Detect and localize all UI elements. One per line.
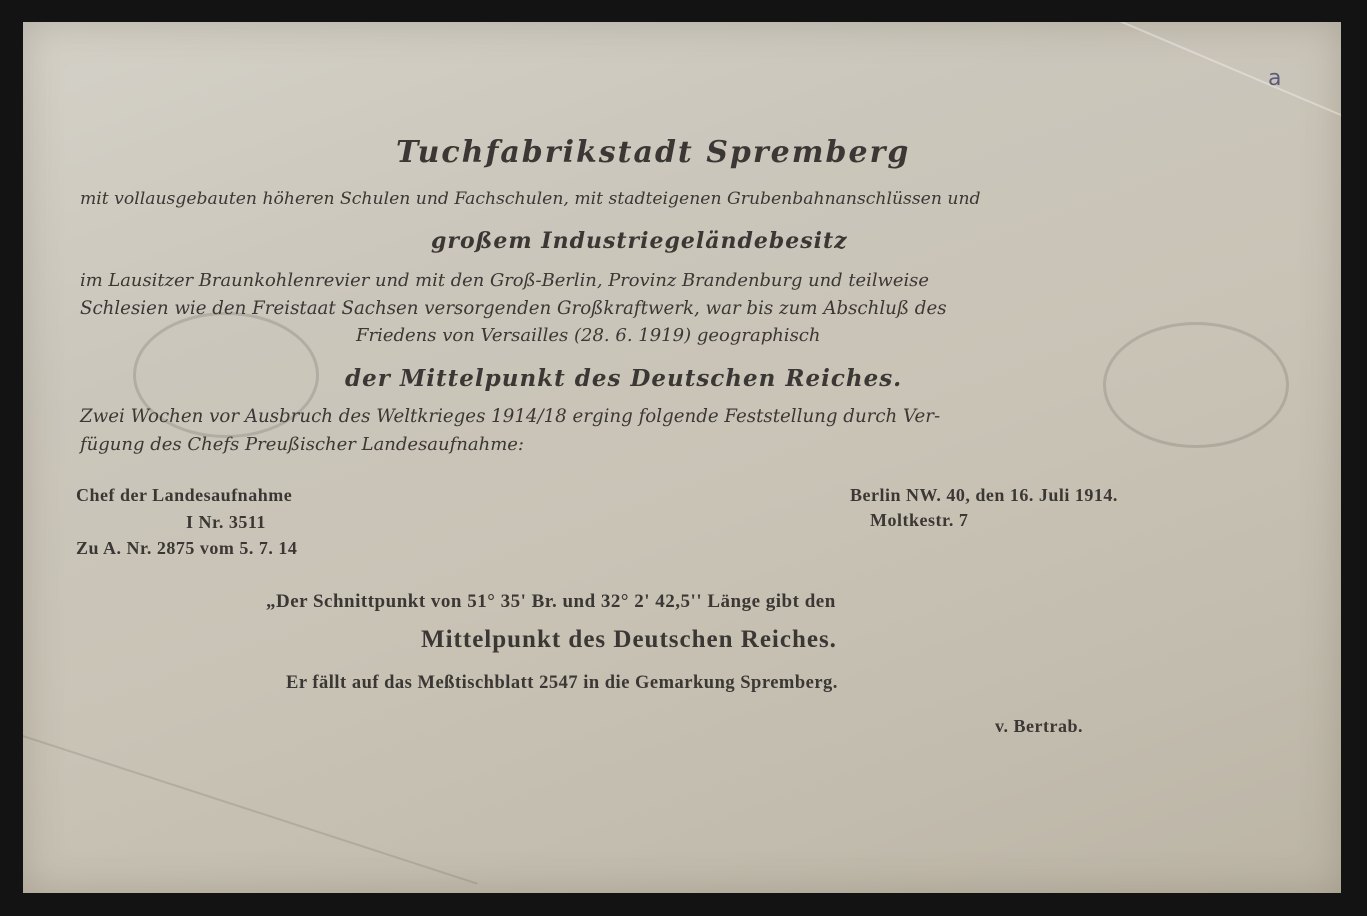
- heading-line-8: fügung des Chefs Preußischer Landesaufnahme:: [80, 434, 524, 455]
- faded-stamp-right: [1103, 322, 1289, 448]
- letter-text-2: Mittelpunkt des Deutschen Reiches.: [421, 626, 837, 653]
- letter-text-1: „Der Schnittpunkt von 51° 35' Br. und 32° 2' 42,5'' Länge gibt den: [266, 591, 836, 612]
- letter-sender-2: I Nr. 3511: [186, 512, 266, 532]
- letter-place-date: Berlin NW. 40, den 16. Juli 1914.: [850, 485, 1118, 505]
- pencil-mark: a: [1268, 66, 1282, 91]
- heading-line-5: Friedens von Versailles (28. 6. 1919) geographisch: [356, 325, 821, 346]
- letter-sender-1: Chef der Landesaufnahme: [76, 485, 293, 505]
- heading-line-1: mit vollausgebauten höheren Schulen und Fachschulen, mit stadteigenen Grubenbahnanschlüssen und: [80, 189, 981, 209]
- letter-street: Moltkestr. 7: [870, 510, 969, 530]
- banknote-back: [23, 22, 1341, 893]
- letter-text-3: Er fällt auf das Meßtischblatt 2547 in die Gemarkung Spremberg.: [286, 673, 838, 693]
- letter-signature: v. Bertrab.: [995, 716, 1083, 736]
- heading-line-4: Schlesien wie den Freistaat Sachsen versorgenden Großkraftwerk, war bis zum Abschluß des: [80, 298, 947, 319]
- letter-sender-3: Zu A. Nr. 2875 vom 5. 7. 14: [76, 538, 298, 558]
- heading-line-6: der Mittelpunkt des Deutschen Reiches.: [345, 365, 903, 392]
- heading-line-7: Zwei Wochen vor Ausbruch des Weltkrieges 1914/18 erging folgende Feststellung durch Ver-: [80, 406, 941, 427]
- heading-line-2: großem Industriegeländebesitz: [431, 228, 848, 254]
- heading-title: Tuchfabrikstadt Spremberg: [396, 135, 911, 170]
- heading-line-3: im Lausitzer Braunkohlenrevier und mit den Groß-Berlin, Provinz Brandenburg und teilweise: [80, 270, 929, 291]
